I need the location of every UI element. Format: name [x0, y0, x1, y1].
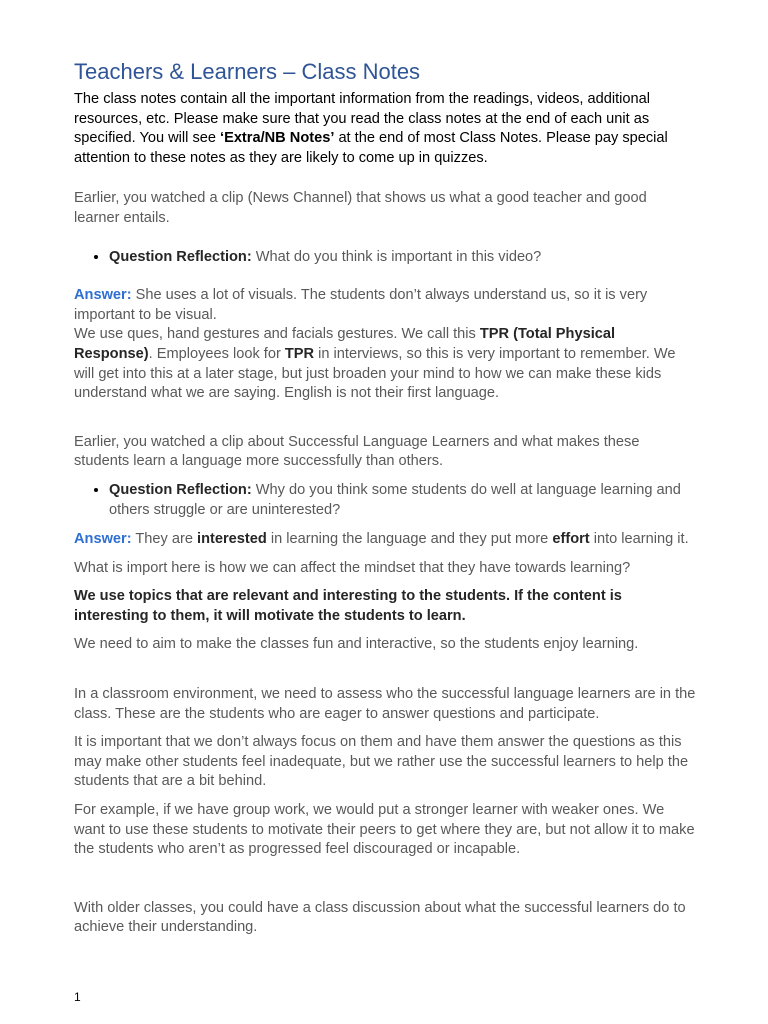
intro-text-2: at the end of most Class Notes. Please pay special attention to these notes as they are likely to come up in quizzes.: [74, 130, 668, 166]
fun-paragraph: We need to aim to make the classes fun and interactive, so the students enjoy learning.: [74, 636, 639, 653]
question-text: Why do you think some students do well at language learning and others struggle or are uninterested?: [109, 481, 681, 518]
section2-question-list: [74, 481, 696, 520]
section2-answer: [74, 530, 696, 550]
section1-question-list: [74, 248, 696, 268]
tpr-text-2: . Employees look for: [148, 345, 285, 362]
answer-bold-interested: interested: [197, 531, 267, 548]
tpr-text-1: We use ques, hand gestures and facials gestures. We call this: [74, 326, 480, 343]
answer-label: Answer:: [74, 287, 132, 304]
page-title: Teachers & Learners – Class Notes: [74, 59, 421, 84]
answer-text-3: into learning it.: [589, 531, 689, 548]
question-label: Question Reflection:: [109, 481, 252, 498]
mindset-paragraph: What is import here is how we can affect the mindset that they have towards learning?: [74, 559, 631, 576]
answer-text: She uses a lot of visuals. The students don’t always understand us, so it is very important to be visual.: [74, 287, 648, 323]
section2-question: [109, 481, 696, 520]
intro-text-1: The class notes contain all the important information from the readings, videos, additional resources, etc. Please make sure that you read the class notes at the end of each unit as specified. You will see: [74, 91, 650, 147]
tpr-text-3: in interviews, so this is very important to remember. We will get into this at a later stage, but just broaden your mind to how we can make these kids understand what we are saying. English is not their first language.: [74, 345, 676, 402]
question-label: Question Reflection:: [109, 248, 252, 265]
intro-paragraph: [74, 90, 696, 168]
section3-paragraph-2: It is important that we don’t always focus on them and have them answer the questions as this may make other students feel inadequate, but we rather use the successful learners to help the students that are a bit behind.: [74, 734, 689, 790]
section1-tpr-paragraph: [74, 325, 696, 403]
answer-label: Answer:: [74, 531, 132, 548]
section1-answer: [74, 286, 696, 325]
section1-lead: Earlier, you watched a clip (News Channel) that shows us what a good teacher and good learner entails.: [74, 190, 647, 226]
answer-text-2: in learning the language and they put more: [266, 531, 553, 548]
section4-paragraph-1: With older classes, you could have a class discussion about what the successful learners do to achieve their understanding.: [74, 899, 686, 936]
intro-extra-notes: ‘Extra/NB Notes’: [220, 130, 335, 147]
tpr-bold: TPR (Total Physical Response): [74, 326, 616, 362]
page-number: 1: [74, 990, 81, 1004]
bold-statement: We use topics that are relevant and interesting to the students. If the content is interesting to them, it will motivate the students to learn.: [74, 588, 622, 624]
answer-bold-effort: effort: [552, 531, 590, 548]
answer-text-1: They are: [131, 531, 198, 548]
section2-lead: Earlier, you watched a clip about Successful Language Learners and what makes these students learn a language more successfully than others.: [74, 433, 640, 470]
question-text: What do you think is important in this video?: [251, 248, 542, 265]
section3-paragraph-1: In a classroom environment, we need to assess who the successful language learners are in the class. These are the students who are eager to answer questions and participate.: [74, 686, 696, 722]
section1-question: [109, 248, 696, 268]
tpr-bold-2: TPR: [284, 345, 315, 362]
section3-paragraph-3: For example, if we have group work, we would put a stronger learner with weaker ones. We want to use these students to motivate their peers to get where they are, but not allow it to make the students who aren’t as progressed feel discouraged or incapable.: [74, 802, 695, 858]
